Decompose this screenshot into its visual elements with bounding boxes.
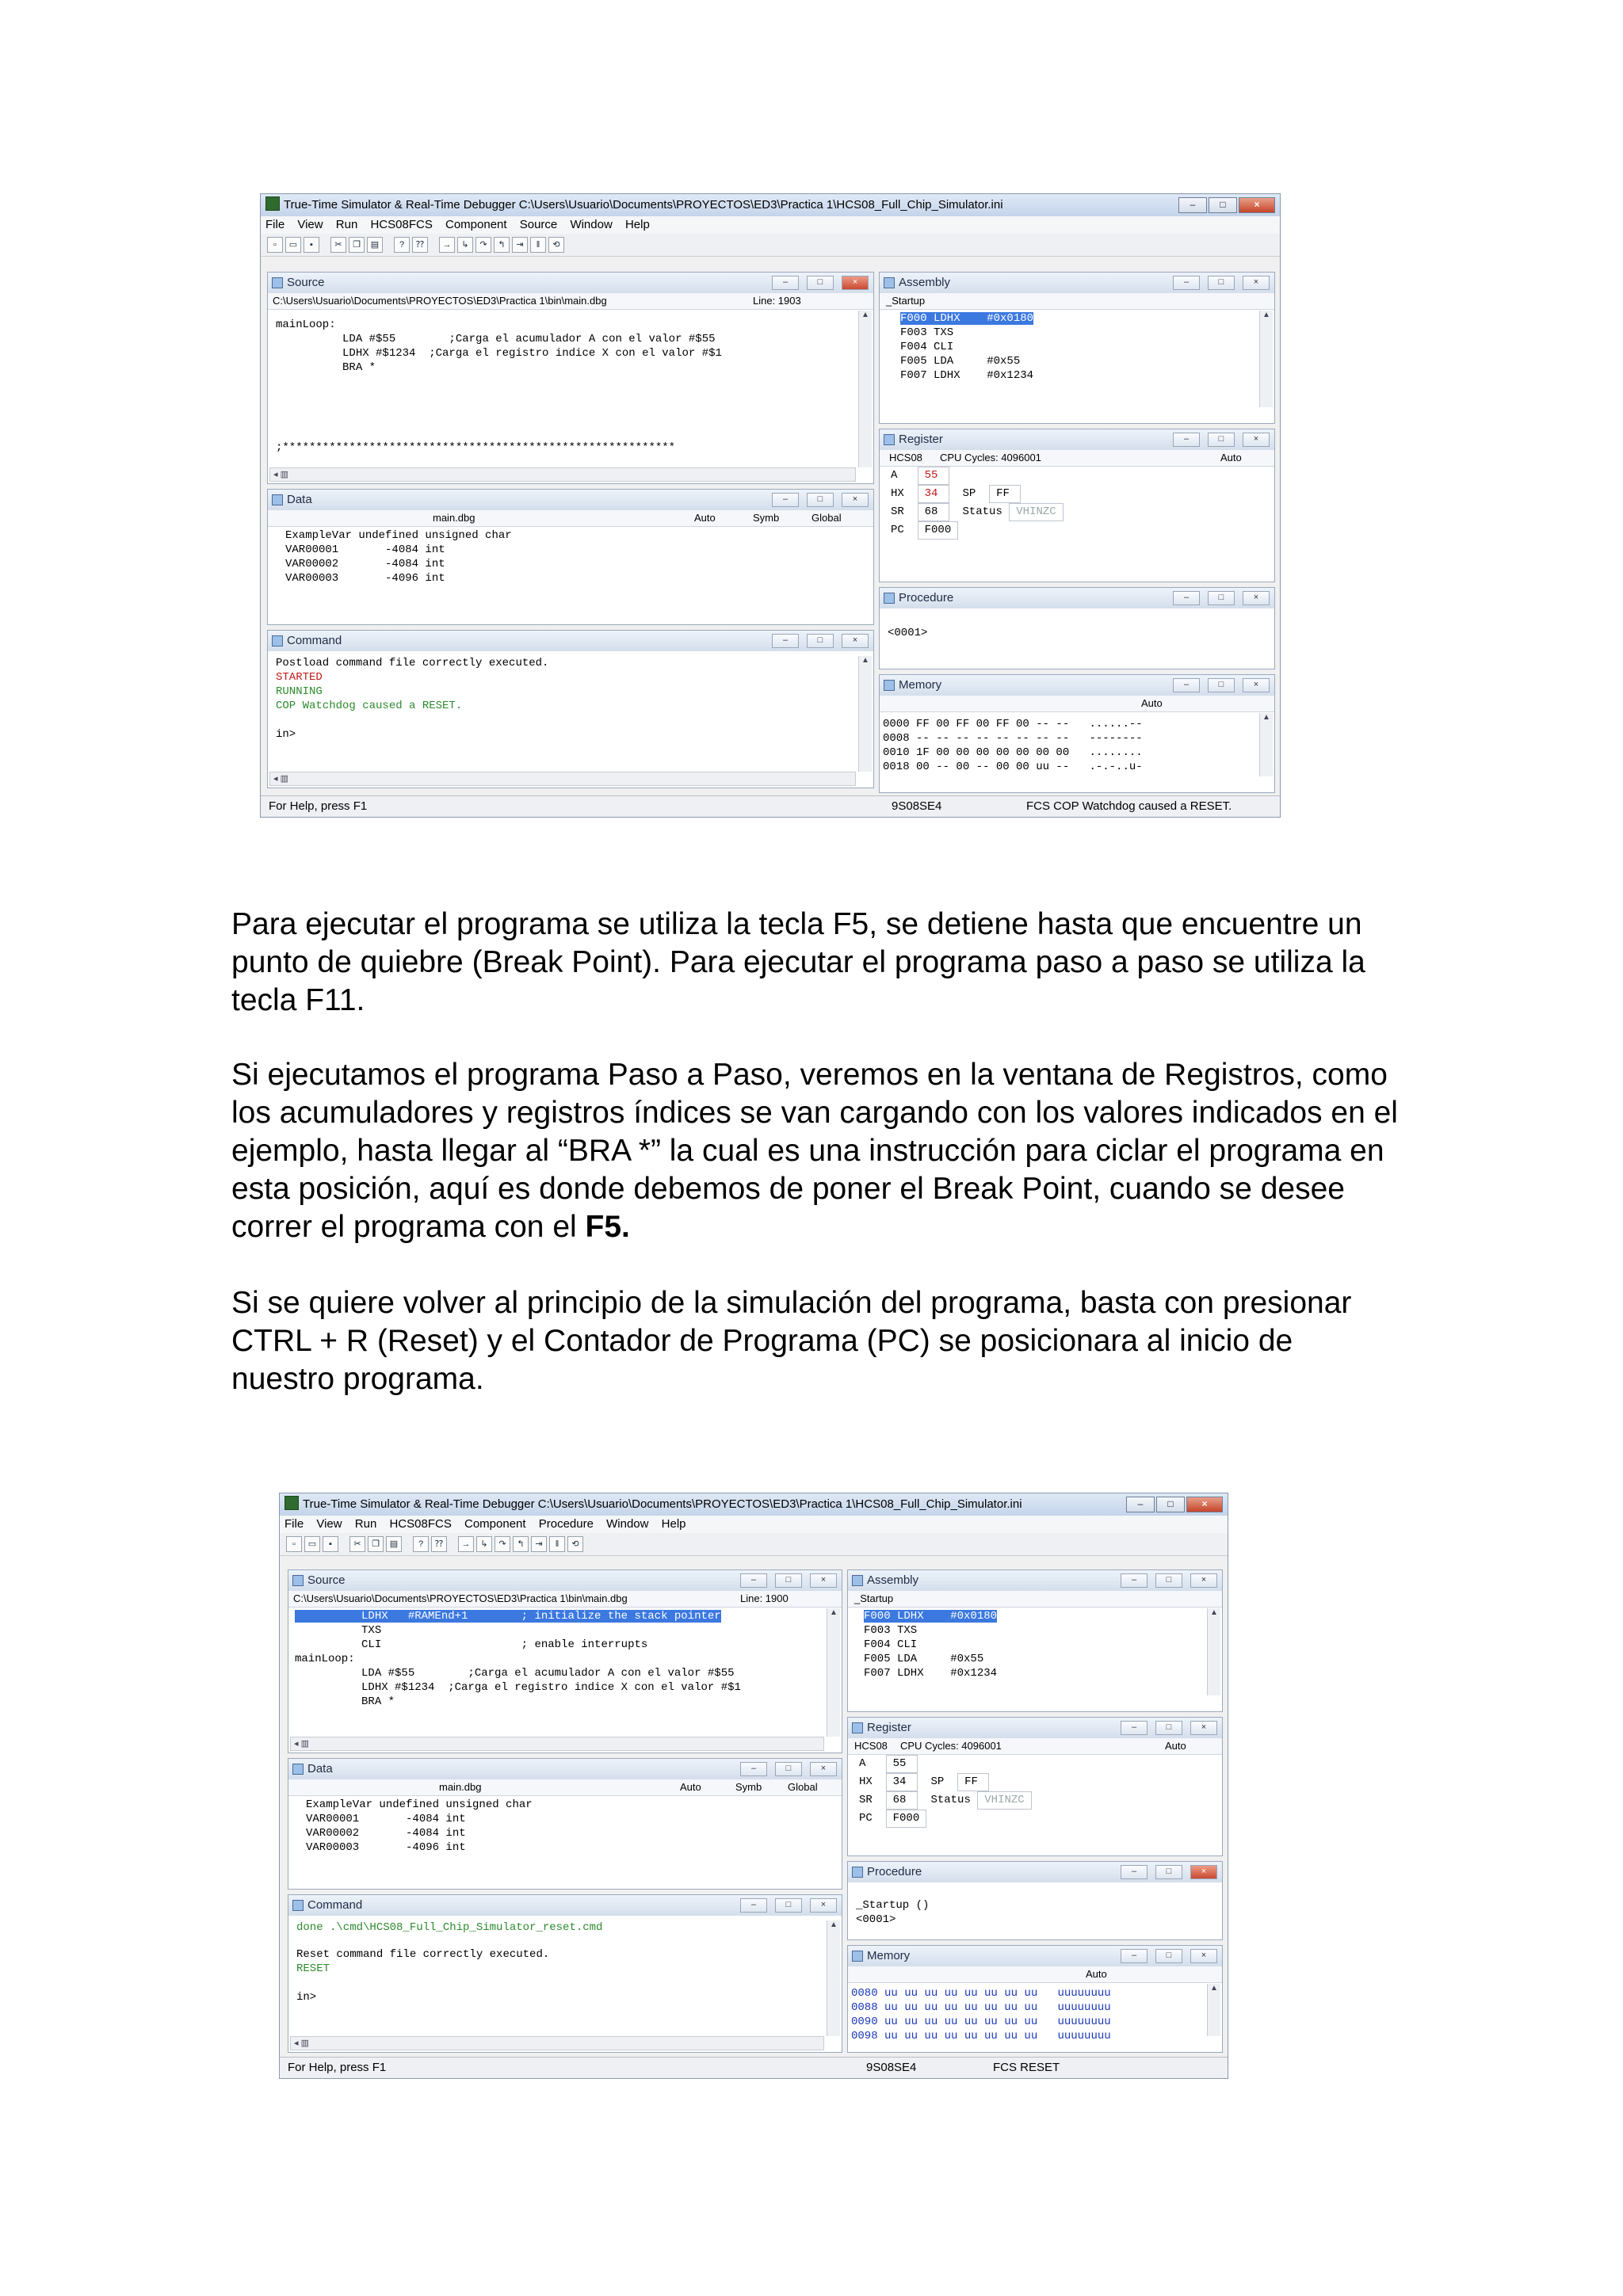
source-path-bar [268, 293, 873, 310]
register-hx-row [880, 485, 1274, 503]
pane-maximize-button[interactable]: □ [807, 493, 834, 507]
memory-icon [852, 1951, 863, 1962]
source-vertical-scrollbar[interactable]: ▲ [827, 1608, 840, 1737]
source-code-comment: ;*********************************************************** [276, 441, 676, 454]
command-line: done .\cmd\HCS08_Full_Chip_Simulator_reset.cmd [296, 1921, 603, 1934]
source-pane [288, 1569, 842, 1753]
save-icon[interactable]: ▪ [323, 1536, 338, 1552]
start-continue-icon[interactable]: → [439, 237, 455, 253]
reset-icon[interactable]: ⟲ [548, 237, 564, 253]
paragraph-step-by-step-bold: F5. [585, 1210, 630, 1244]
menu-hcs08fcs[interactable]: HCS08FCS [389, 1517, 452, 1531]
command-output [288, 1916, 842, 2006]
debugger-screenshot-1 [260, 193, 1281, 818]
source-path-bar [288, 1591, 842, 1608]
data-tab-symb[interactable]: Symb [735, 1781, 762, 1793]
close-button[interactable]: × [1186, 1497, 1223, 1512]
maximize-button[interactable]: □ [1156, 1497, 1185, 1512]
pane-minimize-button[interactable]: – [772, 276, 799, 290]
pane-close-button[interactable]: × [810, 1762, 837, 1776]
data-title: Data [307, 1762, 333, 1775]
command-output [268, 651, 873, 743]
memory-title: Memory [867, 1949, 911, 1962]
paragraph-step-by-step-text: Si ejecutamos el programa Paso a Paso, veremos en la ventana de Registros, como los acumuladores y registros índices se van cargando con los valores indicados en el ejemplo, hasta llegar al “BRA *” la cual es una instrucción para ciclar el programa en esta posición, aquí es donde debemos de poner el Break Point, cuando se desee correr el programa con el [231, 1058, 1398, 1244]
assembly-title: Assembly [899, 276, 951, 289]
reset-icon[interactable]: ⟲ [567, 1536, 583, 1552]
status-bar [261, 795, 1280, 817]
assembly-title: Assembly [867, 1573, 919, 1587]
paste-icon[interactable]: ▤ [386, 1536, 402, 1552]
help-icon[interactable]: ? [413, 1536, 429, 1552]
start-continue-icon[interactable]: → [458, 1536, 474, 1552]
source-current-line[interactable]: LDHX #RAMEnd+1 ; initialize the stack pointer [295, 1610, 721, 1623]
halt-icon[interactable]: ‖ [530, 237, 546, 253]
command-line: RESET [296, 1962, 330, 1975]
memory-dump: 0000 FF 00 FF 00 FF 00 -- -- ......-- 0008 -- -- -- -- -- -- -- -- -------- 0010 1F 00 00 00 00 00 00 00 ........ 0018 00 -- 00 -- 00 00 uu -- .-.-..u- [883, 718, 1143, 773]
command-prompt[interactable]: in> [296, 1991, 317, 2004]
data-icon [292, 1764, 304, 1775]
menu-hcs08fcs[interactable]: HCS08FCS [370, 218, 433, 231]
minimize-button[interactable]: – [1178, 197, 1207, 213]
procedure-entry[interactable]: <0001> [888, 627, 928, 639]
procedure-icon [852, 1867, 863, 1878]
register-sr-value[interactable]: 68 [886, 1791, 918, 1810]
open-folder-icon[interactable]: ▭ [304, 1536, 320, 1552]
memory-icon [884, 680, 895, 691]
menu-source[interactable]: Source [519, 218, 558, 231]
window-titlebar [280, 1493, 1228, 1516]
command-vertical-scrollbar[interactable]: ▲ [858, 656, 872, 772]
procedure-title: Procedure [899, 591, 954, 605]
paragraph-reset: Si se quiere volver al principio de la simulación del programa, basta con presionar CTRL + R (Reset) y el Contador de Programa (PC) se posicionara al inicio de nuestro programa. [231, 1286, 1352, 1396]
register-hx-row [848, 1773, 1222, 1791]
memory-header-bar [880, 696, 1274, 712]
register-hx-label: HX [891, 487, 904, 500]
menu-help[interactable]: Help [624, 218, 650, 231]
pane-minimize-button[interactable]: – [1173, 276, 1200, 290]
pane-close-button[interactable]: × [1190, 1949, 1217, 1963]
single-step-icon[interactable]: ↳ [476, 1536, 492, 1552]
register-sr-label: SR [859, 1794, 873, 1806]
assembly-vertical-scrollbar[interactable]: ▲ [1207, 1608, 1220, 1695]
assembly-code[interactable] [848, 1608, 1222, 1682]
paragraph-step-by-step [231, 1056, 1404, 1246]
data-tab-global[interactable]: Global [812, 512, 842, 524]
register-pc-row [880, 521, 1274, 540]
pane-minimize-button[interactable]: – [1121, 1721, 1148, 1735]
copy-icon[interactable]: ❐ [349, 237, 365, 253]
pane-close-button[interactable]: × [1190, 1865, 1217, 1879]
register-status-flags[interactable]: VHINZC [977, 1791, 1031, 1810]
data-file: main.dbg [433, 512, 475, 524]
app-icon [285, 1496, 299, 1510]
assembly-pane [879, 272, 1275, 424]
pane-minimize-button[interactable]: – [772, 634, 799, 648]
register-sr-label: SR [891, 505, 904, 518]
register-pane [879, 429, 1275, 582]
window-titlebar [261, 194, 1280, 216]
pane-close-button[interactable]: × [810, 1573, 837, 1588]
toolbar [261, 234, 1280, 257]
menu-file[interactable]: File [285, 1517, 304, 1531]
maximize-button[interactable]: □ [1209, 197, 1237, 213]
register-title: Register [867, 1721, 911, 1734]
assembly-lines: F003 TXS F004 CLI F005 LDA #0x55 F007 LDHX #0x1234 [864, 1624, 998, 1680]
source-icon [272, 277, 283, 288]
step-over-icon[interactable]: ↷ [495, 1536, 510, 1552]
copy-icon[interactable]: ❐ [368, 1536, 384, 1552]
memory-dump: 0080 uu uu uu uu uu uu uu uu uuuuuuuu 0088 uu uu uu uu uu uu uu uu uuuuuuuu 0090 uu uu uu uu uu uu uu uu uuuuuuuu 0098 uu uu uu uu uu uu uu uu uuuuuuuu [851, 1987, 1111, 2042]
pane-minimize-button[interactable]: – [1173, 678, 1200, 692]
source-vertical-scrollbar[interactable]: ▲ [858, 311, 872, 467]
menu-component[interactable]: Component [445, 218, 507, 231]
register-cycles: CPU Cycles: 4096001 [940, 452, 1041, 463]
memory-title: Memory [899, 678, 942, 692]
register-a-value[interactable]: 55 [886, 1755, 918, 1773]
register-header-bar [848, 1738, 1222, 1755]
command-line: STARTED [276, 671, 323, 684]
data-pane [288, 1758, 842, 1890]
command-horizontal-scrollbar[interactable]: ◂ ▥ [290, 2036, 824, 2050]
pane-maximize-button[interactable]: □ [807, 634, 834, 648]
paragraph-execution-keys: Para ejecutar el programa se utiliza la tecla F5, se detiene hasta que encuentre un punto de quiebre (Break Point). Para ejecutar el programa paso a paso se utiliza la tecla F11. [231, 907, 1365, 1017]
command-pane [267, 630, 874, 788]
register-a-row [848, 1755, 1222, 1773]
register-title: Register [899, 433, 943, 446]
pane-minimize-button[interactable]: – [1121, 1573, 1148, 1588]
pane-minimize-button[interactable]: – [740, 1898, 767, 1913]
source-path: C:\Users\Usuario\Documents\PROYECTOS\ED3\Practica 1\bin\main.dbg [293, 1592, 628, 1604]
register-header-bar [880, 450, 1274, 467]
assembly-code[interactable] [880, 310, 1274, 384]
status-help: For Help, press F1 [269, 799, 368, 813]
pane-close-button[interactable]: × [842, 276, 869, 290]
data-tab-auto[interactable]: Auto [680, 1781, 701, 1793]
menu-help[interactable]: Help [661, 1517, 686, 1531]
pane-maximize-button[interactable]: □ [775, 1573, 802, 1588]
data-tab-symb[interactable]: Symb [753, 512, 780, 524]
register-a-row [880, 467, 1274, 485]
register-cycles: CPU Cycles: 4096001 [900, 1740, 1002, 1752]
command-pane [288, 1894, 842, 2053]
register-hx-value[interactable]: 34 [886, 1773, 918, 1791]
register-pc-label: PC [891, 524, 904, 536]
register-a-label: A [859, 1757, 866, 1770]
assembly-vertical-scrollbar[interactable]: ▲ [1259, 311, 1273, 407]
data-tab-auto[interactable]: Auto [694, 512, 716, 524]
register-cpu: HCS08 [889, 452, 922, 463]
procedure-icon [884, 593, 895, 604]
status-help: For Help, press F1 [288, 2061, 387, 2074]
data-variables: ExampleVar undefined unsigned char VAR00001 -4084 int VAR00002 -4084 int VAR00003 -4096 int [285, 529, 512, 585]
register-status-label: Status [962, 505, 1002, 518]
register-a-value[interactable]: 55 [918, 467, 949, 485]
command-prompt[interactable]: in> [276, 728, 296, 741]
pane-close-button[interactable]: × [1190, 1573, 1217, 1588]
command-vertical-scrollbar[interactable]: ▲ [827, 1920, 840, 2036]
status-message: FCS COP Watchdog caused a RESET. [1026, 799, 1232, 813]
pane-maximize-button[interactable]: □ [1155, 1865, 1182, 1879]
pane-minimize-button[interactable]: – [740, 1573, 767, 1588]
source-icon [292, 1575, 304, 1586]
data-header-bar [268, 510, 873, 527]
register-pc-label: PC [859, 1812, 873, 1825]
register-status-flags[interactable]: VHINZC [1009, 503, 1063, 521]
assembly-icon [852, 1575, 863, 1586]
toolbar [280, 1533, 1228, 1556]
new-file-icon[interactable]: ▫ [286, 1536, 302, 1552]
source-lines: TXS CLI ; enable interrupts mainLoop: LDA #$55 ;Carga el acumulador A con el valor #$55 LDHX #$1234 ;Carga el registro indice X con el valor #$1 BRA * [295, 1624, 741, 1708]
pane-maximize-button[interactable]: □ [1155, 1721, 1182, 1735]
register-icon [852, 1722, 863, 1733]
pane-maximize-button[interactable]: □ [775, 1898, 802, 1913]
pane-close-button[interactable]: × [842, 634, 869, 648]
cut-icon[interactable]: ✂ [330, 237, 346, 253]
halt-icon[interactable]: ‖ [549, 1536, 565, 1552]
menu-window[interactable]: Window [570, 218, 613, 231]
register-sr-row [848, 1791, 1222, 1810]
register-pc-value[interactable]: F000 [886, 1810, 927, 1828]
command-line: RUNNING [276, 685, 323, 698]
command-icon [292, 1900, 304, 1911]
data-pane [267, 489, 874, 625]
command-line: Reset command file correctly executed. [296, 1948, 550, 1961]
pane-close-button[interactable]: × [1243, 276, 1270, 290]
new-file-icon[interactable]: ▫ [267, 237, 283, 253]
step-out-icon[interactable]: ↰ [513, 1536, 529, 1552]
procedure-pane [847, 1861, 1223, 1940]
pane-close-button[interactable]: × [1190, 1721, 1217, 1735]
source-code[interactable] [288, 1608, 842, 1711]
pane-close-button[interactable]: × [842, 493, 869, 507]
register-sr-row [880, 503, 1274, 521]
source-line: Line: 1900 [740, 1592, 789, 1604]
source-horizontal-scrollbar[interactable]: ◂ ▥ [290, 1737, 824, 1751]
source-title: Source [307, 1573, 346, 1587]
procedure-list[interactable] [848, 1882, 1222, 1928]
context-help-icon[interactable]: ⁇ [412, 237, 428, 253]
pane-maximize-button[interactable]: □ [1208, 678, 1235, 692]
pane-close-button[interactable]: × [1243, 591, 1270, 605]
memory-mode[interactable]: Auto [1086, 1968, 1107, 1980]
data-title: Data [287, 493, 312, 506]
assembly-current-line[interactable]: F000 LDHX #0x0180 [900, 312, 1034, 325]
app-icon [265, 196, 280, 211]
register-sp-label: SP [930, 1775, 945, 1788]
register-sp-value[interactable]: FF [989, 485, 1021, 503]
data-tab-global[interactable]: Global [788, 1781, 818, 1793]
cut-icon[interactable]: ✂ [349, 1536, 365, 1552]
paste-icon[interactable]: ▤ [367, 237, 383, 253]
source-title: Source [287, 276, 325, 289]
memory-pane [879, 674, 1275, 793]
source-code[interactable]: mainLoop: LDA #$55 ;Carga el acumulador A con el valor #$55 LDHX #$1234 ;Carga el registro indice X con el valor #$1 BRA * [276, 318, 722, 374]
register-status-label: Status [930, 1794, 971, 1806]
pane-close-button[interactable]: × [1243, 678, 1270, 692]
step-out-icon[interactable]: ↰ [494, 237, 510, 253]
assembly-procedure: _Startup [848, 1591, 1222, 1608]
menu-view[interactable]: View [297, 218, 323, 231]
command-line: Postload command file correctly executed. [276, 657, 549, 669]
debugger-screenshot-2 [279, 1493, 1228, 2079]
source-line: Line: 1903 [753, 295, 801, 307]
source-pane [267, 272, 874, 484]
status-chip: 9S08SE4 [866, 2061, 917, 2074]
status-chip: 9S08SE4 [892, 799, 942, 813]
single-step-icon[interactable]: ↳ [457, 237, 473, 253]
pane-maximize-button[interactable]: □ [1208, 591, 1235, 605]
menu-run[interactable]: Run [354, 1517, 377, 1531]
help-icon[interactable]: ? [394, 237, 410, 253]
source-path: C:\Users\Usuario\Documents\PROYECTOS\ED3\Practica 1\bin\main.dbg [273, 295, 607, 307]
command-line: COP Watchdog caused a RESET. [276, 700, 463, 712]
step-over-icon[interactable]: ↷ [475, 237, 491, 253]
register-hx-label: HX [859, 1775, 873, 1788]
assembly-lines: F003 TXS F004 CLI F005 LDA #0x55 F007 LDHX #0x1234 [900, 326, 1034, 382]
pane-maximize-button[interactable]: □ [807, 276, 834, 290]
assembly-pane [847, 1569, 1223, 1712]
assembly-current-line[interactable]: F000 LDHX #0x0180 [864, 1610, 998, 1623]
pane-maximize-button[interactable]: □ [1208, 433, 1235, 447]
register-sr-value[interactable]: 68 [918, 503, 949, 521]
pane-minimize-button[interactable]: – [1121, 1865, 1148, 1879]
data-file: main.dbg [439, 1781, 482, 1793]
command-horizontal-scrollbar[interactable]: ◂ ▥ [269, 772, 856, 786]
data-icon [272, 494, 283, 505]
menu-procedure[interactable]: Procedure [538, 1517, 594, 1531]
save-icon[interactable]: ▪ [304, 237, 319, 253]
pane-maximize-button[interactable]: □ [1208, 276, 1235, 290]
menu-run[interactable]: Run [335, 218, 358, 231]
register-cpu: HCS08 [854, 1740, 888, 1752]
pane-maximize-button[interactable]: □ [1155, 1949, 1182, 1963]
pane-maximize-button[interactable]: □ [1155, 1573, 1182, 1588]
close-button[interactable]: × [1239, 197, 1275, 213]
procedure-pane [879, 587, 1275, 669]
command-title: Command [287, 634, 342, 647]
command-icon [272, 635, 283, 646]
assembly-step-icon[interactable]: ⇥ [512, 237, 528, 253]
menu-view[interactable]: View [316, 1517, 342, 1531]
register-a-label: A [891, 469, 898, 482]
window-title: True-Time Simulator & Real-Time Debugger C:\Users\Usuario\Documents\PROYECTOS\ED3\Practica 1\HCS08_Full_Chip_Simulator.ini [284, 198, 1003, 212]
pane-minimize-button[interactable]: – [740, 1762, 767, 1776]
data-variables: ExampleVar undefined unsigned char VAR00001 -4084 int VAR00002 -4084 int VAR00003 -4096 int [306, 1798, 533, 1854]
menu-file[interactable]: File [265, 218, 285, 231]
assembly-procedure: _Startup [880, 293, 1274, 310]
menu-component[interactable]: Component [464, 1517, 526, 1531]
memory-vertical-scrollbar[interactable]: ▲ [1207, 1984, 1220, 2036]
pane-close-button[interactable]: × [810, 1898, 837, 1913]
assembly-icon [884, 277, 895, 288]
memory-pane [847, 1945, 1223, 2053]
menu-window[interactable]: Window [606, 1517, 649, 1531]
register-mode[interactable]: Auto [1220, 452, 1242, 463]
pane-minimize-button[interactable]: – [1121, 1949, 1148, 1963]
data-header-bar [288, 1779, 842, 1796]
command-title: Command [307, 1898, 363, 1912]
pane-maximize-button[interactable]: □ [775, 1762, 802, 1776]
context-help-icon[interactable]: ⁇ [431, 1536, 447, 1552]
pane-minimize-button[interactable]: – [1173, 433, 1200, 447]
open-folder-icon[interactable]: ▭ [285, 237, 301, 253]
pane-minimize-button[interactable]: – [772, 493, 799, 507]
source-horizontal-scrollbar[interactable]: ◂ ▥ [269, 467, 856, 482]
pane-minimize-button[interactable]: – [1173, 591, 1200, 605]
assembly-step-icon[interactable]: ⇥ [531, 1536, 547, 1552]
memory-header-bar [848, 1966, 1222, 1983]
register-icon [884, 434, 895, 445]
register-pc-row [848, 1810, 1222, 1828]
menu-bar [261, 216, 1280, 234]
register-pc-value[interactable]: F000 [918, 521, 959, 540]
memory-mode[interactable]: Auto [1141, 697, 1163, 709]
register-pane [847, 1717, 1223, 1856]
window-title: True-Time Simulator & Real-Time Debugger C:\Users\Usuario\Documents\PROYECTOS\ED3\Practica 1\HCS08_Full_Chip_Simulator.ini [303, 1497, 1022, 1511]
procedure-entry[interactable]: _Startup () [856, 1899, 930, 1912]
register-mode[interactable]: Auto [1165, 1740, 1186, 1752]
menu-bar [280, 1516, 1228, 1533]
procedure-title: Procedure [867, 1865, 922, 1878]
status-message: FCS RESET [993, 2061, 1060, 2074]
register-hx-value[interactable]: 34 [918, 485, 949, 503]
register-sp-label: SP [962, 487, 976, 500]
memory-vertical-scrollbar[interactable]: ▲ [1259, 713, 1273, 776]
pane-close-button[interactable]: × [1243, 433, 1270, 447]
status-bar [280, 2057, 1228, 2078]
procedure-entry[interactable]: <0001> [856, 1913, 896, 1926]
register-sp-value[interactable]: FF [957, 1773, 989, 1791]
minimize-button[interactable]: – [1126, 1497, 1155, 1512]
